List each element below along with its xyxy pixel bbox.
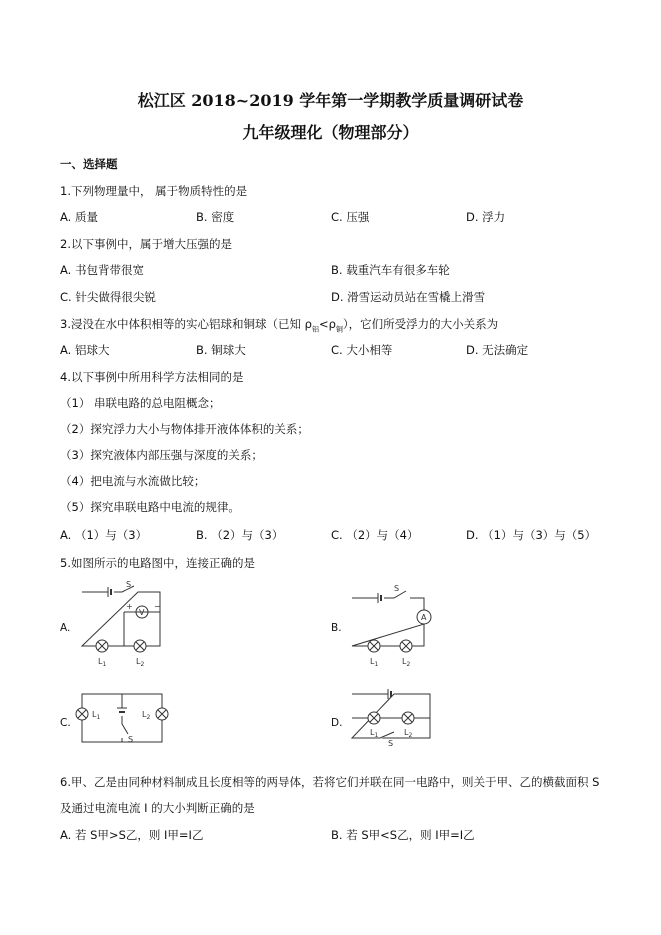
q1-option-d: D. 浮力 <box>466 210 506 224</box>
q4-option-d: D. （1）与（3）与（5） <box>466 528 597 542</box>
circuit-c-switch-label: S <box>128 735 134 744</box>
circuit-c-diagram <box>80 690 180 750</box>
q5-label-b: B. <box>331 622 342 634</box>
q3-option-c: C. 大小相等 <box>331 343 393 357</box>
q4-item-3: （3）探究液体内部压强与深度的关系； <box>60 448 263 462</box>
q3-option-a: A. 铝球大 <box>60 343 110 357</box>
page-subtitle: 九年级理化（物理部分） <box>242 123 419 142</box>
circuit-d-switch-label: S <box>388 739 394 748</box>
q3-option-b: B. 铜球大 <box>196 343 246 357</box>
question-3-stem: 3.浸没在水中体积相等的实心铝球和铜球（已知 $\rho_铝<\rho_铜$），它们所受浮力的大小关系为 <box>60 317 499 334</box>
svg-text:L2: $L_2$ <box>136 657 145 668</box>
question-6-stem: 6.甲、乙是由同种材料制成且长度相等的两导体，若将它们并联在同一电路中，则关于甲、乙的横截面积 S <box>60 775 600 789</box>
q4-option-c: C. （2）与（4） <box>331 528 419 542</box>
q5-label-a: A. <box>60 622 71 634</box>
q4-item-1: （1） 串联电路的总电阻概念； <box>60 396 221 410</box>
q2-option-d: D. 滑雪运动员站在雪橇上滑雪 <box>331 290 486 304</box>
svg-text:L1: $L_1$ <box>92 710 101 721</box>
svg-text:L2: $L_2$ <box>402 657 411 668</box>
circuit-a-switch-label: S <box>126 580 132 589</box>
question-6-stem-cont: 及通过电流电流 I 的大小判断正确的是 <box>60 801 255 815</box>
circuit-a-voltmeter-label: V <box>139 608 145 617</box>
question-5-stem: 5.如图所示的电路图中，连接正确的是 <box>60 556 255 570</box>
svg-text:−: − <box>154 602 161 611</box>
svg-text:L2: $L_2$ <box>404 728 413 739</box>
q4-item-5: （5）探究串联电路中电流的规律。 <box>60 500 240 514</box>
circuit-b-switch-label: S <box>394 584 400 593</box>
circuit-b-diagram <box>350 584 440 674</box>
svg-text:+: + <box>126 602 133 611</box>
q3-option-d: D. 无法确定 <box>466 343 529 357</box>
q2-option-a: A. 书包背带很宽 <box>60 263 144 277</box>
q1-option-a: A. 质量 <box>60 210 98 224</box>
question-1-stem: 1.下列物理量中， 属于物质特性的是 <box>60 184 248 198</box>
q4-option-b: B. （2）与（3） <box>196 528 284 542</box>
section-heading: 一、选择题 <box>60 157 118 171</box>
q1-option-c: C. 压强 <box>331 210 370 224</box>
q2-option-c: C. 针尖做得很尖锐 <box>60 290 156 304</box>
question-2-stem: 2.以下事例中，属于增大压强的是 <box>60 237 232 251</box>
q1-option-b: B. 密度 <box>196 210 235 224</box>
q6-option-b: B. 若 S甲<S乙，则 I甲=I乙 <box>331 828 475 842</box>
question-4-stem: 4.以下事例中所用科学方法相同的是 <box>60 370 244 384</box>
circuit-a-diagram <box>80 580 170 674</box>
page-title: 松江区 2018~2019 学年第一学期教学质量调研试卷 <box>137 91 524 110</box>
q6-option-a: A. 若 S甲>S乙，则 I甲=I乙 <box>60 828 204 842</box>
circuit-d-diagram <box>350 688 440 748</box>
svg-text:L1: $L_1$ <box>370 728 379 739</box>
svg-text:L1: $L_1$ <box>98 657 107 668</box>
q5-label-d: D. <box>331 717 343 729</box>
svg-text:L2: $L_2$ <box>142 710 151 721</box>
circuit-b-ammeter-label: A <box>421 613 427 622</box>
svg-text:L1: $L_1$ <box>370 657 379 668</box>
q2-option-b: B. 载重汽车有很多车轮 <box>331 263 450 277</box>
q4-option-a: A. （1）与（3） <box>60 528 148 542</box>
q4-item-4: （4）把电流与水流做比较； <box>60 474 206 488</box>
q4-item-2: （2）探究浮力大小与物体排开液体体积的关系； <box>60 422 309 436</box>
q5-label-c: C. <box>60 717 71 729</box>
